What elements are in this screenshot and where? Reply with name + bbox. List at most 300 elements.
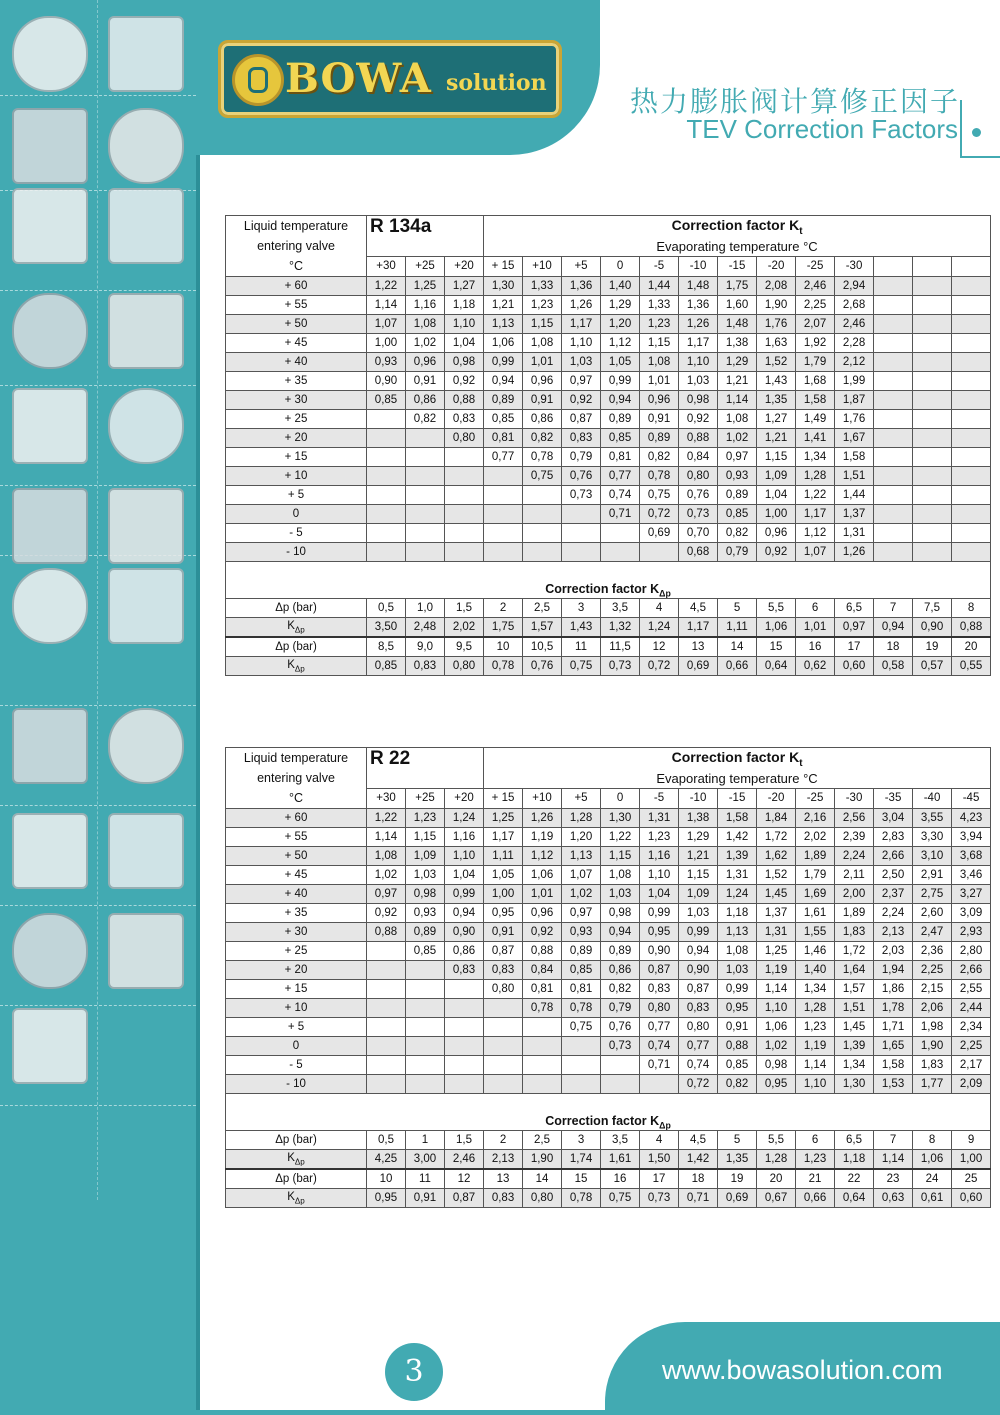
factor-cell: 0,83 — [484, 961, 523, 980]
dp-cell: 0,69 — [718, 1189, 757, 1208]
factor-cell — [523, 1018, 562, 1037]
factor-cell: 1,63 — [757, 334, 796, 353]
dp-cell: 20 — [757, 1169, 796, 1189]
temperature-controller-icon — [12, 293, 88, 369]
evap-temp-cell: -30 — [835, 788, 874, 808]
factor-cell — [640, 1075, 679, 1094]
correction-factor-title: Correction factor $K_t$ — [484, 748, 991, 769]
factor-cell: 0,95 — [640, 923, 679, 942]
factor-cell: 0,90 — [367, 372, 406, 391]
factor-cell: 2,25 — [952, 1037, 991, 1056]
dp-cell: 1,61 — [601, 1150, 640, 1170]
table-row — [226, 942, 991, 961]
factor-cell: 1,52 — [757, 866, 796, 885]
factor-cell: 1,48 — [718, 315, 757, 334]
dp-cell: 17 — [835, 637, 874, 657]
liquid-temp-cell: + 35 — [226, 372, 367, 391]
factor-cell: 0,91 — [718, 1018, 757, 1037]
dp-cell: 0,55 — [952, 657, 991, 676]
cabinet-unit-icon — [12, 913, 88, 989]
factor-cell — [523, 505, 562, 524]
liquid-temp-cell: + 10 — [226, 467, 367, 486]
factor-cell: 0,92 — [679, 410, 718, 429]
website-link[interactable]: www.bowasolution.com — [662, 1355, 943, 1385]
factor-cell: 1,31 — [835, 524, 874, 543]
dp-cell: 3,5 — [601, 1131, 640, 1150]
factor-cell: 0,77 — [601, 467, 640, 486]
factor-cell: 1,33 — [640, 296, 679, 315]
factor-cell — [952, 296, 991, 315]
refrigerant-label: R 134a — [367, 216, 484, 257]
evap-temp-cell: +20 — [445, 788, 484, 808]
factor-cell: 1,12 — [523, 847, 562, 866]
evaporating-temperature-label: Evaporating temperature °C — [484, 237, 991, 257]
factor-cell — [406, 1056, 445, 1075]
factor-cell: 0,71 — [601, 505, 640, 524]
dp-cell: 24 — [913, 1169, 952, 1189]
factor-cell: 3,10 — [913, 847, 952, 866]
factor-cell — [484, 543, 523, 562]
factor-cell: 1,04 — [445, 334, 484, 353]
factor-cell: 1,13 — [718, 923, 757, 942]
evaporating-temperature-label: Evaporating temperature °C — [484, 769, 991, 789]
factor-cell — [484, 467, 523, 486]
factor-cell: 1,03 — [406, 866, 445, 885]
factor-cell: 1,37 — [757, 904, 796, 923]
factor-cell — [952, 315, 991, 334]
row-label: $K_{\Delta p}$ — [226, 657, 367, 676]
factor-cell: 1,15 — [679, 866, 718, 885]
factor-cell: 1,08 — [718, 410, 757, 429]
dp-cell: 2,5 — [523, 1131, 562, 1150]
evap-temp-cell: -5 — [640, 788, 679, 808]
header-line: °C — [288, 791, 304, 805]
dp-cell: 0,85 — [367, 657, 406, 676]
factor-cell — [484, 486, 523, 505]
bottom-rule — [196, 1410, 1000, 1415]
dp-cell: 0,62 — [796, 657, 835, 676]
dp-correction-title: Correction factor $K_{\Delta p}$ — [226, 1094, 991, 1131]
dp-cell: 0,58 — [874, 657, 913, 676]
k-row — [226, 1189, 991, 1208]
factor-cell — [367, 410, 406, 429]
factor-cell — [913, 353, 952, 372]
factor-cell: 1,21 — [679, 847, 718, 866]
blower-icon — [12, 708, 88, 784]
header-line: °C — [288, 259, 304, 273]
factor-cell: 1,21 — [484, 296, 523, 315]
factor-cell — [952, 448, 991, 467]
factor-cell: 0,91 — [484, 923, 523, 942]
dp-cell: 6 — [796, 1131, 835, 1150]
factor-cell: 1,17 — [484, 828, 523, 847]
table-row — [226, 961, 991, 980]
factor-cell: 0,98 — [445, 353, 484, 372]
dp-cell: 3,5 — [601, 599, 640, 618]
factor-cell: 2,13 — [874, 923, 913, 942]
sidebar-divider — [0, 485, 196, 486]
factor-cell: 0,99 — [484, 353, 523, 372]
factor-cell: 0,89 — [406, 923, 445, 942]
factor-cell: 0,96 — [523, 372, 562, 391]
factor-cell: 1,99 — [835, 372, 874, 391]
factor-cell: 1,45 — [757, 885, 796, 904]
factor-cell — [367, 1037, 406, 1056]
factor-cell: 3,55 — [913, 809, 952, 828]
k-row — [226, 657, 991, 676]
dp-cell: 0,83 — [484, 1189, 523, 1208]
factor-cell: 1,17 — [796, 505, 835, 524]
table-row — [226, 885, 991, 904]
factor-cell — [913, 315, 952, 334]
dual-pressure-switch-icon — [108, 108, 184, 184]
factor-cell: 1,36 — [562, 277, 601, 296]
factor-cell — [952, 372, 991, 391]
factor-cell — [406, 524, 445, 543]
dp-cell: 1,01 — [796, 618, 835, 638]
factor-cell: 1,10 — [640, 866, 679, 885]
dp-cell: 0,88 — [952, 618, 991, 638]
dp-cell: 0,80 — [445, 657, 484, 676]
factor-cell — [484, 999, 523, 1018]
header-line: Liquid temperature — [243, 751, 349, 765]
factor-cell: 0,92 — [445, 372, 484, 391]
liquid-temp-cell: + 15 — [226, 448, 367, 467]
factor-cell: 0,81 — [601, 448, 640, 467]
factor-cell: 1,29 — [601, 296, 640, 315]
factor-cell: 1,58 — [874, 1056, 913, 1075]
factor-cell — [562, 1056, 601, 1075]
dp-cell: 3,00 — [406, 1150, 445, 1170]
evap-temp-cell: -5 — [640, 256, 679, 276]
factor-cell: 1,25 — [406, 277, 445, 296]
dp-cell: 20 — [952, 637, 991, 657]
condensing-unit-icon — [108, 708, 184, 784]
dp-cell: 5 — [718, 1131, 757, 1150]
factor-cell — [913, 429, 952, 448]
motor-icon — [12, 813, 88, 889]
factor-cell: 0,97 — [562, 372, 601, 391]
factor-cell: 0,97 — [367, 885, 406, 904]
dp-cell: 14 — [718, 637, 757, 657]
factor-cell: 1,61 — [796, 904, 835, 923]
dp-cell: 1,28 — [757, 1150, 796, 1170]
factor-cell: 1,76 — [835, 410, 874, 429]
factor-cell: 1,89 — [835, 904, 874, 923]
evap-temp-cell: -10 — [679, 256, 718, 276]
factor-cell: 2,28 — [835, 334, 874, 353]
factor-cell: 1,09 — [757, 467, 796, 486]
factor-cell — [445, 1018, 484, 1037]
table-row — [226, 372, 991, 391]
factor-cell: 2,68 — [835, 296, 874, 315]
factor-cell — [445, 505, 484, 524]
factor-cell: 1,55 — [796, 923, 835, 942]
factor-cell — [601, 1075, 640, 1094]
factor-cell: 0,89 — [601, 942, 640, 961]
page-number: 3 — [385, 1343, 443, 1401]
factor-cell: 1,76 — [757, 315, 796, 334]
factor-cell — [367, 505, 406, 524]
factor-cell: 1,09 — [679, 885, 718, 904]
dp-cell: 10 — [484, 637, 523, 657]
factor-cell: 1,13 — [562, 847, 601, 866]
factor-cell: 1,41 — [796, 429, 835, 448]
dp-cell: 3 — [562, 1131, 601, 1150]
factor-cell: 1,40 — [601, 277, 640, 296]
dp-cell: 0,73 — [601, 657, 640, 676]
factor-cell: 0,78 — [640, 467, 679, 486]
factor-cell: 1,20 — [562, 828, 601, 847]
factor-cell: 0,69 — [640, 524, 679, 543]
evap-temp-cell: +25 — [406, 788, 445, 808]
factor-cell: 1,12 — [601, 334, 640, 353]
factor-cell — [874, 505, 913, 524]
factor-cell: 0,92 — [367, 904, 406, 923]
dp-cell: 8,5 — [367, 637, 406, 657]
factor-cell: 0,98 — [601, 904, 640, 923]
liquid-temp-cell: + 50 — [226, 847, 367, 866]
factor-cell — [874, 429, 913, 448]
header-line: Liquid temperature — [243, 219, 349, 233]
factor-cell: 1,36 — [679, 296, 718, 315]
factor-cell — [367, 942, 406, 961]
sight-glass-icon — [108, 188, 184, 264]
factor-cell — [367, 486, 406, 505]
dp-cell: 2,48 — [406, 618, 445, 638]
factor-cell: 0,90 — [679, 961, 718, 980]
evap-temp-cell: + 15 — [484, 256, 523, 276]
factor-cell: 2,75 — [913, 885, 952, 904]
factor-cell: 0,94 — [484, 372, 523, 391]
factor-cell: 2,60 — [913, 904, 952, 923]
dp-cell: 5,5 — [757, 599, 796, 618]
dp-cell: 10,5 — [523, 637, 562, 657]
factor-cell: 0,75 — [640, 486, 679, 505]
factor-cell — [952, 467, 991, 486]
header-row — [226, 748, 991, 769]
factor-cell: 1,26 — [679, 315, 718, 334]
factor-cell: 0,93 — [367, 353, 406, 372]
dp-cell: 1,0 — [406, 599, 445, 618]
factor-cell — [484, 1075, 523, 1094]
factor-cell: 0,83 — [640, 980, 679, 999]
factor-cell: 0,88 — [679, 429, 718, 448]
liquid-temp-cell: + 10 — [226, 999, 367, 1018]
factor-cell: 1,46 — [796, 942, 835, 961]
factor-cell: 1,28 — [562, 809, 601, 828]
dp-cell: 8 — [952, 599, 991, 618]
factor-cell: 1,43 — [757, 372, 796, 391]
factor-cell — [952, 486, 991, 505]
evap-temp-cell — [952, 256, 991, 276]
factor-cell — [913, 505, 952, 524]
evap-temp-cell: +5 — [562, 788, 601, 808]
dp-cell: 0,97 — [835, 618, 874, 638]
factor-cell: 0,81 — [523, 980, 562, 999]
factor-cell: 0,89 — [562, 942, 601, 961]
dp-cell: 1,90 — [523, 1150, 562, 1170]
liquid-temp-cell: + 40 — [226, 353, 367, 372]
table-row — [226, 486, 991, 505]
factor-cell: 0,73 — [679, 505, 718, 524]
factor-cell — [874, 391, 913, 410]
factor-cell: 0,88 — [445, 391, 484, 410]
factor-cell — [367, 467, 406, 486]
factor-cell: 3,46 — [952, 866, 991, 885]
factor-cell: 1,19 — [523, 828, 562, 847]
table-row — [226, 866, 991, 885]
factor-cell: 1,16 — [640, 847, 679, 866]
factor-cell: 1,21 — [718, 372, 757, 391]
header-accent-line — [960, 100, 1000, 158]
factor-cell: 2,34 — [952, 1018, 991, 1037]
factor-cell: 1,52 — [757, 353, 796, 372]
dp-cell: 1,00 — [952, 1150, 991, 1170]
factor-cell: 0,76 — [679, 486, 718, 505]
factor-cell: 1,53 — [874, 1075, 913, 1094]
dp-cell: 12 — [445, 1169, 484, 1189]
factor-cell: 0,96 — [757, 524, 796, 543]
table-row — [226, 847, 991, 866]
dp-cell: 2,5 — [523, 599, 562, 618]
factor-cell — [874, 486, 913, 505]
factor-cell: 1,45 — [835, 1018, 874, 1037]
factor-cell: 1,28 — [796, 467, 835, 486]
factor-cell — [913, 277, 952, 296]
factor-cell — [562, 1037, 601, 1056]
factor-cell — [913, 448, 952, 467]
factor-cell: 2,02 — [796, 828, 835, 847]
factor-cell: 1,23 — [406, 809, 445, 828]
factor-cell: 1,48 — [679, 277, 718, 296]
dp-cell: 0,5 — [367, 599, 406, 618]
liquid-temp-cell: + 30 — [226, 923, 367, 942]
factor-cell: 1,01 — [523, 353, 562, 372]
factor-cell: 1,22 — [367, 809, 406, 828]
factor-cell — [913, 296, 952, 315]
factor-cell: 0,87 — [640, 961, 679, 980]
factor-cell: 1,27 — [445, 277, 484, 296]
table-row — [226, 1056, 991, 1075]
sidebar-vertical-divider — [97, 0, 98, 1200]
factor-cell — [406, 486, 445, 505]
sidebar-divider — [0, 905, 196, 906]
table-row — [226, 296, 991, 315]
evap-temp-cell: + 15 — [484, 788, 523, 808]
factor-cell: 0,87 — [484, 942, 523, 961]
factor-cell: 2,55 — [952, 980, 991, 999]
liquid-temp-cell: - 5 — [226, 1056, 367, 1075]
factor-cell: 0,82 — [601, 980, 640, 999]
factor-cell: 1,98 — [913, 1018, 952, 1037]
liquid-temp-cell: + 60 — [226, 277, 367, 296]
factor-cell — [640, 543, 679, 562]
dp-row — [226, 599, 991, 618]
hinge-icon — [108, 488, 184, 564]
dp-cell: 1,23 — [796, 1150, 835, 1170]
factor-cell — [367, 1018, 406, 1037]
evap-temp-cell: +25 — [406, 256, 445, 276]
factor-cell — [952, 391, 991, 410]
factor-cell: 1,89 — [796, 847, 835, 866]
factor-cell — [523, 1075, 562, 1094]
factor-cell — [913, 410, 952, 429]
factor-cell: 0,86 — [523, 410, 562, 429]
dp-cell: 1,74 — [562, 1150, 601, 1170]
evap-temp-cell: 0 — [601, 788, 640, 808]
factor-cell: 1,58 — [796, 391, 835, 410]
factor-cell: 1,01 — [523, 885, 562, 904]
factor-cell: 1,72 — [835, 942, 874, 961]
factor-cell — [874, 448, 913, 467]
factor-cell: 1,23 — [523, 296, 562, 315]
factor-cell: 1,07 — [367, 315, 406, 334]
chiller-icon — [108, 913, 184, 989]
dp-cell: 1 — [406, 1131, 445, 1150]
dp-cell: 0,71 — [679, 1189, 718, 1208]
factor-cell: 0,77 — [640, 1018, 679, 1037]
factor-cell: 1,03 — [679, 904, 718, 923]
factor-cell: 0,72 — [640, 505, 679, 524]
dp-title-row — [226, 1094, 991, 1131]
factor-cell: 1,38 — [718, 334, 757, 353]
liquid-temp-cell: + 20 — [226, 961, 367, 980]
factor-cell: 0,89 — [640, 429, 679, 448]
factor-cell — [874, 277, 913, 296]
r134a-correction-table — [225, 215, 991, 676]
factor-cell: 0,94 — [601, 391, 640, 410]
dp-row — [226, 1169, 991, 1189]
liquid-temp-cell: + 45 — [226, 334, 367, 353]
header-line: entering valve — [257, 771, 335, 785]
k-row — [226, 1150, 991, 1170]
liquid-temperature-header — [226, 216, 367, 277]
factor-cell: 1,34 — [835, 1056, 874, 1075]
dp-cell: 9 — [952, 1131, 991, 1150]
dp-cell: 1,14 — [874, 1150, 913, 1170]
dp-cell: 0,83 — [406, 657, 445, 676]
factor-cell: 0,87 — [562, 410, 601, 429]
factor-cell: 1,00 — [367, 334, 406, 353]
factor-cell — [952, 353, 991, 372]
correction-factor-title: Correction factor $K_t$ — [484, 216, 991, 237]
factor-cell: 1,08 — [601, 866, 640, 885]
factor-cell: 1,05 — [484, 866, 523, 885]
factor-cell: 0,94 — [679, 942, 718, 961]
table-row — [226, 904, 991, 923]
liquid-temp-cell: + 55 — [226, 828, 367, 847]
factor-cell: 1,22 — [601, 828, 640, 847]
liquid-temp-cell: - 10 — [226, 1075, 367, 1094]
dp-row — [226, 637, 991, 657]
cable-tie-icon — [12, 488, 88, 564]
factor-cell: 0,83 — [679, 999, 718, 1018]
row-label: Δp (bar) — [226, 599, 367, 618]
factor-cell: 1,79 — [796, 353, 835, 372]
dp-cell: 16 — [796, 637, 835, 657]
factor-cell — [913, 334, 952, 353]
factor-cell — [367, 524, 406, 543]
factor-cell: 1,03 — [562, 353, 601, 372]
factor-cell — [445, 1037, 484, 1056]
page-title-chinese: 热力膨胀阀计算修正因子 — [629, 86, 960, 117]
dp-cell: 4,5 — [679, 1131, 718, 1150]
factor-cell: 2,47 — [913, 923, 952, 942]
factor-cell: 1,75 — [718, 277, 757, 296]
factor-cell: 1,08 — [523, 334, 562, 353]
sidebar-divider — [0, 290, 196, 291]
